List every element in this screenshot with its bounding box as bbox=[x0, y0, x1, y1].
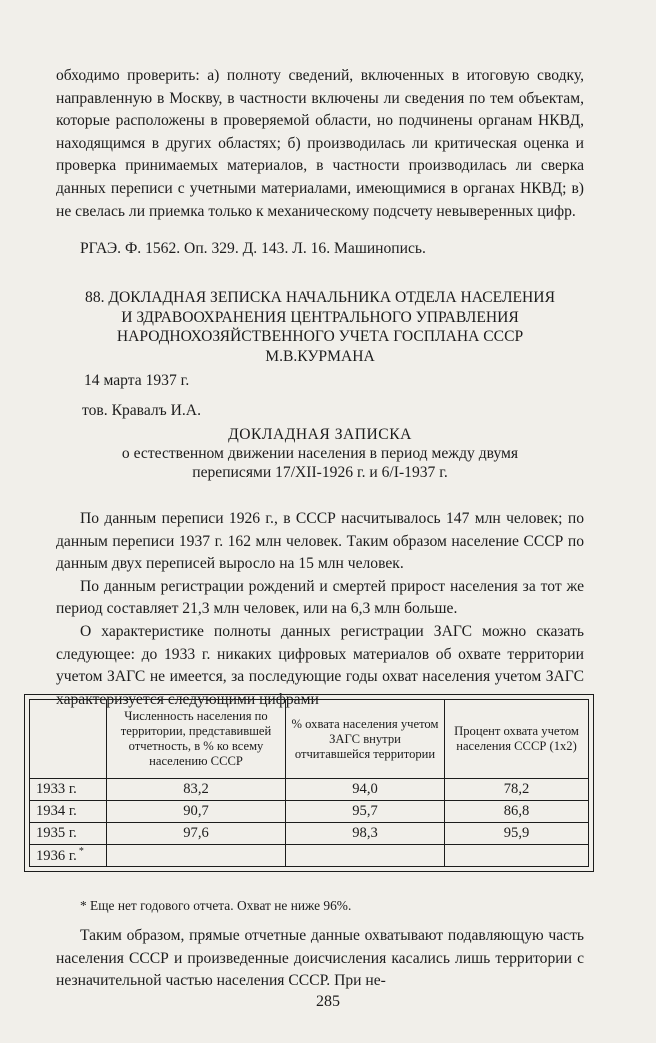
cell-zags-coverage: 94,0 bbox=[286, 779, 445, 801]
table-row bbox=[30, 779, 589, 801]
header-ussr-coverage: Процент охвата учетом населения СССР (1х2) bbox=[445, 700, 589, 779]
cell-ussr-coverage: 78,2 bbox=[445, 779, 589, 801]
page-number: 285 bbox=[316, 993, 340, 1010]
row-year: 1934 г. bbox=[30, 801, 107, 823]
paragraph-coverage: О характеристике полноты данных регистрации ЗАГС можно сказать следующее: до 1933 г. никаких цифровых материалов об охвате территории учетом ЗАГС не имеется, за последующие годы охват населения учетом ЗАГС характеризуется следующими цифрами bbox=[56, 622, 584, 708]
cell-ussr-coverage: 86,8 bbox=[445, 801, 589, 823]
addressee: тов. Кравалъ И.А. bbox=[82, 402, 201, 419]
report-title: ДОКЛАДНАЯ ЗАПИСКА bbox=[228, 426, 412, 443]
row-year: 1935 г. bbox=[30, 823, 107, 845]
body-text bbox=[56, 508, 584, 711]
report-title-block bbox=[56, 425, 584, 482]
document-date: 14 марта 1937 г. bbox=[84, 372, 190, 389]
cell-population-share: 97,6 bbox=[107, 823, 286, 845]
archive-source: РГАЭ. Ф. 1562. Оп. 329. Д. 143. Л. 16. Машинопись. bbox=[80, 240, 426, 257]
paragraph-registration: По данным регистрации рождений и смертей прирост населения за тот же период составляет 21,3 млн человек, или на 6,3 млн больше. bbox=[56, 577, 584, 618]
table-row bbox=[30, 801, 589, 823]
table-header-row bbox=[30, 700, 589, 779]
document-heading: 88. ДОКЛАДНАЯ ЗЕПИСКА НАЧАЛЬНИКА ОТДЕЛА НАСЕЛЕНИЯ И ЗДРАВООХРАНЕНИЯ ЦЕНТРАЛЬНОГО УПРАВЛЕНИЯ НАРОДНОХОЗЯЙСТВЕННОГО УЧЕТА ГОСПЛАНА СССР М.В.КУРМАНА bbox=[85, 289, 555, 365]
report-subtitle-line-1: о естественном движении населения в период между двумя bbox=[121, 445, 519, 462]
row-year: 1933 г. bbox=[30, 779, 107, 801]
cell-population-share: 90,7 bbox=[107, 801, 286, 823]
table-row bbox=[30, 823, 589, 845]
cell-population-share bbox=[107, 845, 286, 867]
row-year bbox=[30, 845, 107, 867]
cell-zags-coverage: 95,7 bbox=[286, 801, 445, 823]
paragraph-census: По данным переписи 1926 г., в СССР насчитывалось 147 млн человек; по данным переписи 1937 г. 162 млн человек. Таким образом население СССР по данным двух переписей выросло на 15 млн человек. bbox=[56, 510, 584, 573]
coverage-table-frame bbox=[24, 694, 594, 872]
cell-ussr-coverage: 95,9 bbox=[445, 823, 589, 845]
cell-ussr-coverage bbox=[445, 845, 589, 867]
header-population-share: Численность населения по территории, представившей отчетность, в % ко всему населению СССР bbox=[107, 700, 286, 779]
table-footnote: * Еще нет годового отчета. Охват не ниже 96%. bbox=[80, 898, 352, 913]
conclusion-paragraph: Таким образом, прямые отчетные данные охватывают подавляющую часть населения СССР и произведенные доисчисления касались лишь территории с незначительной частью населения СССР. При не- bbox=[56, 927, 584, 990]
intro-paragraph: обходимо проверить: а) полноту сведений, включенных в итоговую сводку, направленную в Москву, в частности включены ли сведения по тем объектам, которые расположены в проверяемой области, но подчинены органам НКВД, находящимся в других областях; б) производилась ли критическая оценка и проверка принимаемых материалов, в частности производилась ли сверка данных переписи с учетными материалами, имеющимися в органах НКВД; в) не свелась ли приемка только к механическому подсчету невыверенных цифр. bbox=[56, 67, 584, 220]
cell-population-share: 83,2 bbox=[107, 779, 286, 801]
row-year-label: 1936 г. bbox=[36, 847, 77, 864]
cell-zags-coverage bbox=[286, 845, 445, 867]
coverage-table bbox=[29, 699, 589, 867]
footnote-marker: * bbox=[78, 846, 84, 858]
report-subtitle-line-2: переписями 17/XII-1926 г. и 6/I-1937 г. bbox=[192, 464, 448, 481]
cell-zags-coverage: 98,3 bbox=[286, 823, 445, 845]
header-year bbox=[30, 700, 107, 779]
header-zags-coverage: % охвата населения учетом ЗАГС внутри отчитавшейся территории bbox=[286, 700, 445, 779]
table-row bbox=[30, 845, 589, 867]
